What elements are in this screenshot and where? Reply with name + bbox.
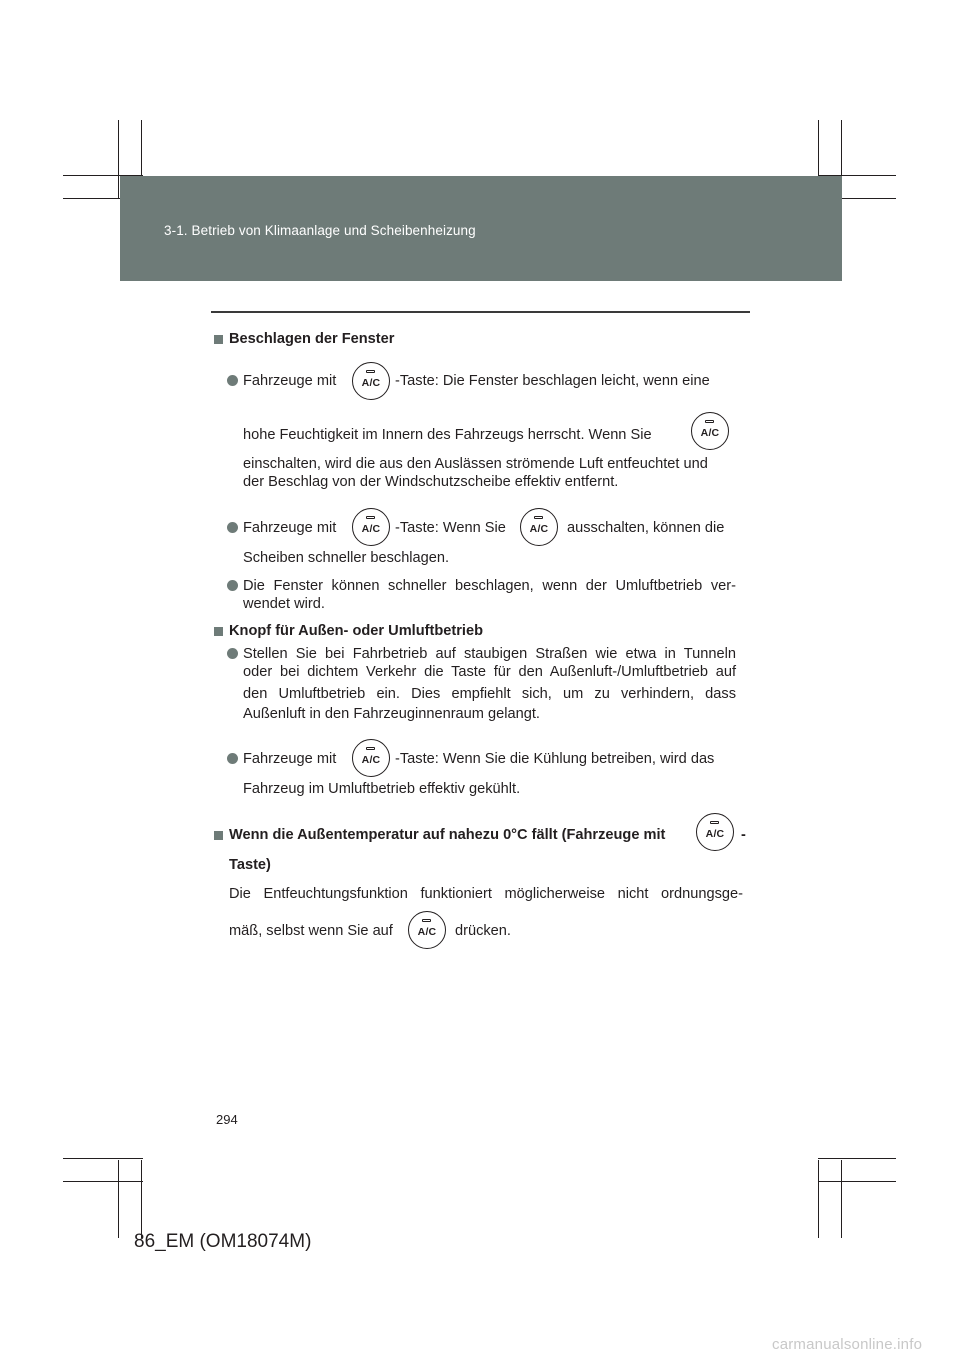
text-line: Fahrzeuge mit	[243, 751, 337, 767]
ac-button-icon	[352, 739, 390, 777]
crop-mark	[63, 1158, 143, 1159]
ac-label: A/C	[700, 427, 720, 439]
round-bullet-icon	[227, 753, 238, 764]
page-number: 294	[216, 1112, 238, 1127]
heading-aussentemperatur-suffix: -	[741, 827, 746, 843]
text-line: einschalten, wird die aus den Auslässen strömende Luft entfeuchtet und	[243, 456, 708, 472]
crop-mark	[118, 1160, 119, 1238]
crop-mark	[818, 1158, 896, 1159]
text-line: -Taste: Wenn Sie die Kühlung betreiben, wird das	[395, 751, 715, 767]
text-line: Fahrzeuge mit	[243, 373, 337, 389]
ac-button-icon	[691, 412, 729, 450]
ac-button-icon	[520, 508, 558, 546]
square-bullet-icon	[214, 335, 223, 344]
text-line: Die Fenster können schneller beschlagen, wenn der Umluftbetrieb ver-	[243, 578, 736, 594]
text-line: oder bei dichtem Verkehr die Taste für den Außenluft-/Umluftbetrieb auf	[243, 664, 736, 680]
ac-label: A/C	[705, 828, 725, 840]
watermark: carmanualsonline.info	[772, 1336, 923, 1353]
crop-mark	[63, 1181, 143, 1182]
ac-button-icon	[352, 362, 390, 400]
text-line: Fahrzeug im Umluftbetrieb effektiv gekühlt.	[243, 781, 521, 797]
text-line: wendet wird.	[243, 596, 325, 612]
crop-mark	[818, 1160, 819, 1238]
text-line: Außenluft in den Fahrzeuginnenraum gelangt.	[243, 706, 540, 722]
text-line: drücken.	[455, 923, 511, 939]
ac-label: A/C	[361, 523, 381, 535]
heading-beschlagen: Beschlagen der Fenster	[229, 331, 395, 347]
text-line: ausschalten, können die	[567, 520, 725, 536]
text-line: den Umluftbetrieb ein. Dies empfiehlt sich, um zu verhindern, dass	[243, 686, 736, 702]
text-line: mäß, selbst wenn Sie auf	[229, 923, 393, 939]
crop-mark	[141, 1160, 142, 1238]
heading-aussentemperatur: Wenn die Außentemperatur auf nahezu 0°C fällt (Fahrzeuge mit	[229, 827, 666, 843]
section-title: 3-1. Betrieb von Klimaanlage und Scheibenheizung	[164, 223, 476, 238]
round-bullet-icon	[227, 375, 238, 386]
ac-button-icon	[352, 508, 390, 546]
text-line: Stellen Sie bei Fahrbetrieb auf staubigen Straßen wie etwa in Tunneln	[243, 646, 736, 662]
text-line: der Beschlag von der Windschutzscheibe effektiv entfernt.	[243, 474, 619, 490]
ac-button-icon	[408, 911, 446, 949]
heading-umluft: Knopf für Außen- oder Umluftbetrieb	[229, 623, 484, 639]
round-bullet-icon	[227, 522, 238, 533]
square-bullet-icon	[214, 831, 223, 840]
text-line: -Taste: Die Fenster beschlagen leicht, wenn eine	[395, 373, 710, 389]
divider	[211, 311, 750, 313]
round-bullet-icon	[227, 648, 238, 659]
ac-button-icon	[696, 813, 734, 851]
text-line: Fahrzeuge mit	[243, 520, 337, 536]
text-line: hohe Feuchtigkeit im Innern des Fahrzeugs herrscht. Wenn Sie	[243, 427, 652, 443]
heading-aussentemperatur-line2: Taste)	[229, 857, 271, 873]
ac-label: A/C	[361, 754, 381, 766]
crop-mark	[118, 120, 119, 198]
text-line: -Taste: Wenn Sie	[395, 520, 506, 536]
ac-label: A/C	[529, 523, 549, 535]
crop-mark	[841, 1160, 842, 1238]
ac-label: A/C	[361, 377, 381, 389]
crop-mark	[818, 1181, 896, 1182]
text-line: Scheiben schneller beschlagen.	[243, 550, 450, 566]
round-bullet-icon	[227, 580, 238, 591]
document-code: 86_EM (OM18074M)	[134, 1231, 312, 1252]
text-line: Die Entfeuchtungsfunktion funktioniert möglicherweise nicht ordnungsge-	[229, 886, 743, 902]
square-bullet-icon	[214, 627, 223, 636]
ac-label: A/C	[417, 926, 437, 938]
